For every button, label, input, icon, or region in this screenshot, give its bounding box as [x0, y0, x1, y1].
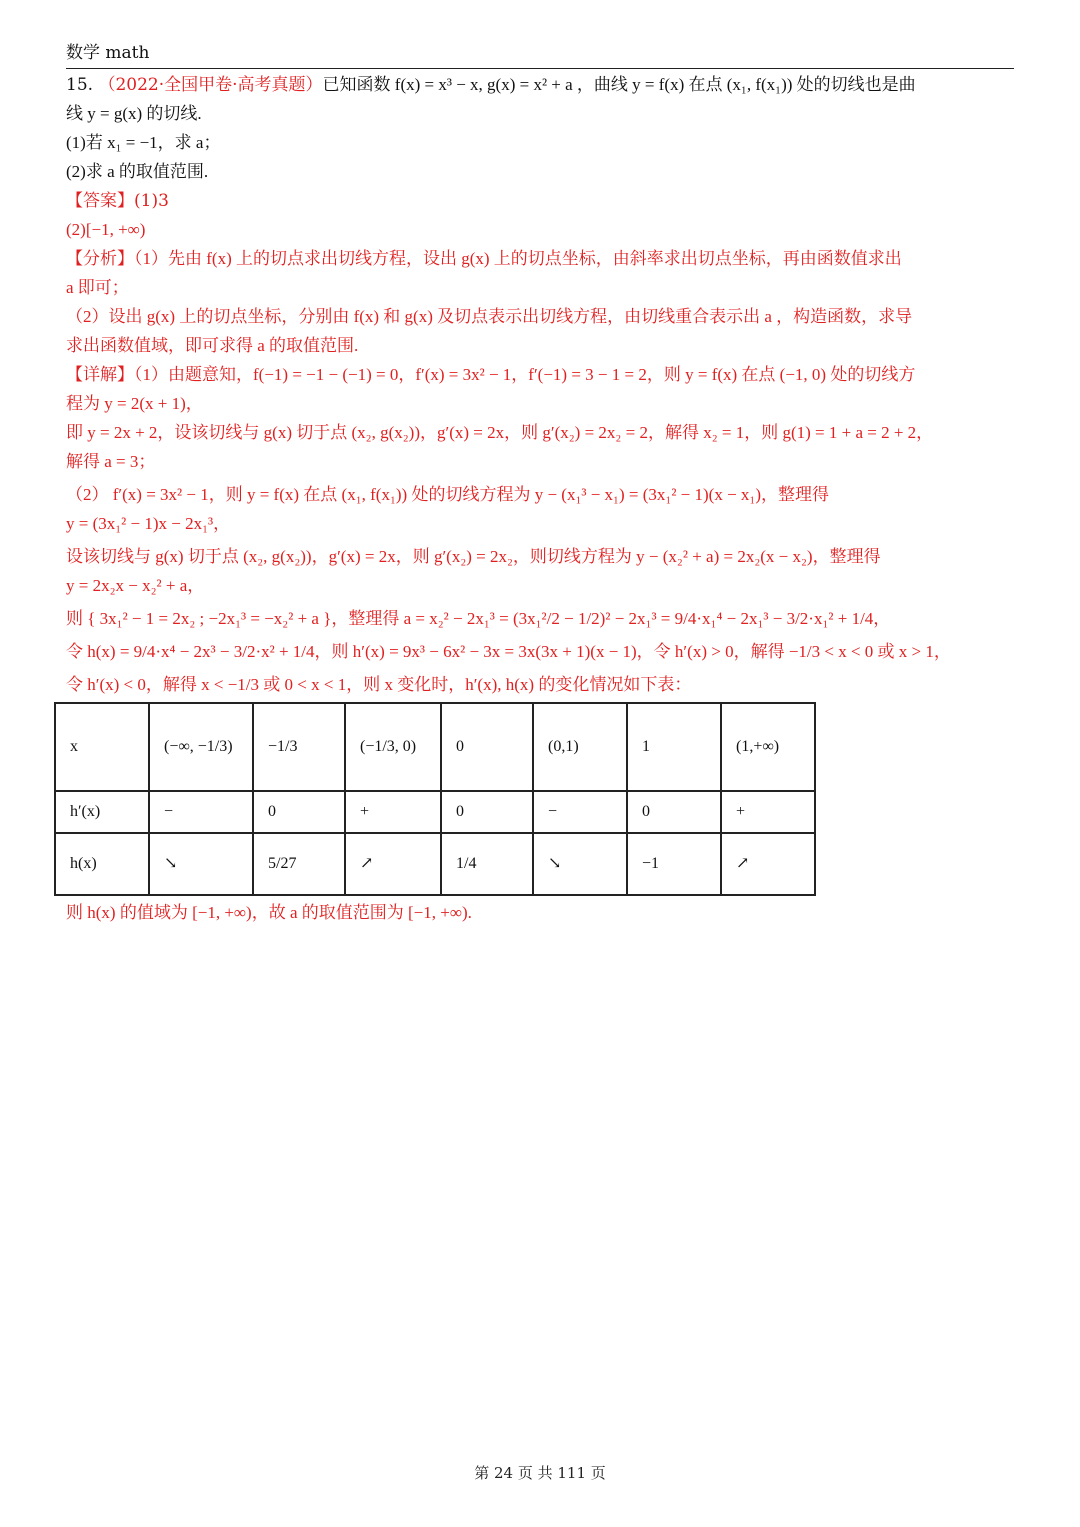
detail-line-9: 则 { 3x₁² − 1 = 2x₂ ; −2x₁³ = −x₂² + a }，整理得 a = x₂² − 2x₁³ = (3x₁²/2 − 1/2)² − 2x₁³ = 9/4·x₁⁴ − 2x₁³ − 3/2·x₁² + 1/4，	[66, 609, 891, 628]
detail-line-11: 令 h′(x) < 0，解得 x < −1/3 或 0 < x < 1，则 x 变化时，h′(x), h(x) 的变化情况如下表：	[66, 675, 692, 694]
answer-part-2: (2)[−1, +∞)	[66, 220, 146, 239]
problem-part-2: (2)求 a 的取值范围.	[66, 162, 209, 181]
analysis-line-1	[66, 246, 1016, 272]
conclusion-line: 则 h(x) 的值域为 [−1, +∞)，故 a 的取值范围为 [−1, +∞).	[66, 903, 472, 922]
cell-x-2: −1/3	[253, 703, 345, 791]
detail-line-8: y = 2x₂x − x₂² + a，	[66, 576, 205, 595]
cell-dh-0: h′(x)	[55, 791, 149, 833]
cell-dh-1: −	[149, 791, 253, 833]
page-header	[66, 42, 1014, 69]
analysis-line-3: （2）设出 g(x) 上的切点坐标，分别由 f(x) 和 g(x) 及切点表示出切线方程，由切线重合表示出 a ，构造函数，求导	[66, 307, 913, 326]
cell-x-0: x	[55, 703, 149, 791]
answer-label: 【答案】(1)3	[66, 191, 169, 211]
problem-part-1: (1)若 x₁ = −1，求 a；	[66, 133, 221, 152]
detail-label: 【详解】	[66, 365, 134, 385]
table-row-x	[55, 703, 815, 791]
detail-text-1: （1）由题意知，f(−1) = −1 − (−1) = 0，f′(x) = 3x² − 1，f′(−1) = 3 − 1 = 2，则 y = f(x) 在点 (−1, 0) 处的切线方	[134, 365, 916, 384]
cell-dh-3: +	[345, 791, 441, 833]
cell-x-5: (0,1)	[533, 703, 627, 791]
analysis-label: 【分析】	[66, 249, 134, 269]
cell-x-1: (−∞, −1/3)	[149, 703, 253, 791]
cell-dh-4: 0	[441, 791, 533, 833]
page-footer: 第 24 页 共 111 页	[474, 1464, 606, 1482]
cell-dh-5: −	[533, 791, 627, 833]
detail-line-4: 解得 a = 3；	[66, 452, 156, 471]
detail-line-6: y = (3x₁² − 1)x − 2x₁³，	[66, 514, 231, 533]
analysis-line-4: 求出函数值域，即可求得 a 的取值范围.	[66, 336, 359, 355]
cell-h-2: 5/27	[253, 833, 345, 895]
variation-table	[54, 702, 816, 896]
cell-h-3: ↗	[345, 833, 441, 895]
detail-line-1	[66, 362, 1016, 388]
detail-line-10: 令 h(x) = 9/4·x⁴ − 2x³ − 3/2·x² + 1/4，则 h′(x) = 9x³ − 6x² − 3x = 3x(3x + 1)(x − 1)，令 h′(x) > 0，解得 −1/3 < x < 0 或 x > 1，	[66, 642, 951, 661]
cell-h-6: −1	[627, 833, 721, 895]
detail-line-2: 程为 y = 2(x + 1)，	[66, 394, 203, 413]
problem-line-1	[66, 72, 1016, 98]
cell-dh-6: 0	[627, 791, 721, 833]
cell-x-7: (1,+∞)	[721, 703, 815, 791]
cell-h-5: ↘	[533, 833, 627, 895]
problem-source: （2022·全国甲卷·高考真题）	[98, 75, 323, 95]
detail-line-3: 即 y = 2x + 2，设该切线与 g(x) 切于点 (x₂, g(x₂))，g′(x) = 2x，则 g′(x₂) = 2x₂ = 2，解得 x₂ = 1，则 g(1) = 1 + a = 2 + 2，	[66, 423, 934, 442]
problem-number: 15.	[66, 75, 99, 95]
cell-dh-7: +	[721, 791, 815, 833]
analysis-text-1: （1）先由 f(x) 上的切点求出切线方程，设出 g(x) 上的切点坐标，由斜率求出切点坐标，再由函数值求出	[134, 249, 902, 268]
detail-line-7: 设该切线与 g(x) 切于点 (x₂, g(x₂))，g′(x) = 2x，则 g′(x₂) = 2x₂，则切线方程为 y − (x₂² + a) = 2x₂(x − x₂)，整理得	[66, 547, 881, 566]
cell-h-0: h(x)	[55, 833, 149, 895]
cell-h-7: ↗	[721, 833, 815, 895]
problem-statement: 已知函数 f(x) = x³ − x, g(x) = x² + a ，曲线 y = f(x) 在点 (x₁, f(x₁)) 处的切线也是曲	[322, 75, 916, 94]
cell-x-4: 0	[441, 703, 533, 791]
table-row-derivative	[55, 791, 815, 833]
cell-h-1: ↘	[149, 833, 253, 895]
table-row-function	[55, 833, 815, 895]
cell-x-3: (−1/3, 0)	[345, 703, 441, 791]
header-title: 数学 math	[66, 43, 150, 63]
problem-line-2: 线 y = g(x) 的切线.	[66, 104, 202, 123]
cell-h-4: 1/4	[441, 833, 533, 895]
cell-x-6: 1	[627, 703, 721, 791]
analysis-line-2: a 即可；	[66, 278, 129, 297]
detail-line-5: （2） f′(x) = 3x² − 1，则 y = f(x) 在点 (x₁, f(x₁)) 处的切线方程为 y − (x₁³ − x₁) = (3x₁² − 1)(x − x₁)，整理得	[66, 485, 830, 504]
problem-content	[66, 72, 1016, 929]
cell-dh-2: 0	[253, 791, 345, 833]
